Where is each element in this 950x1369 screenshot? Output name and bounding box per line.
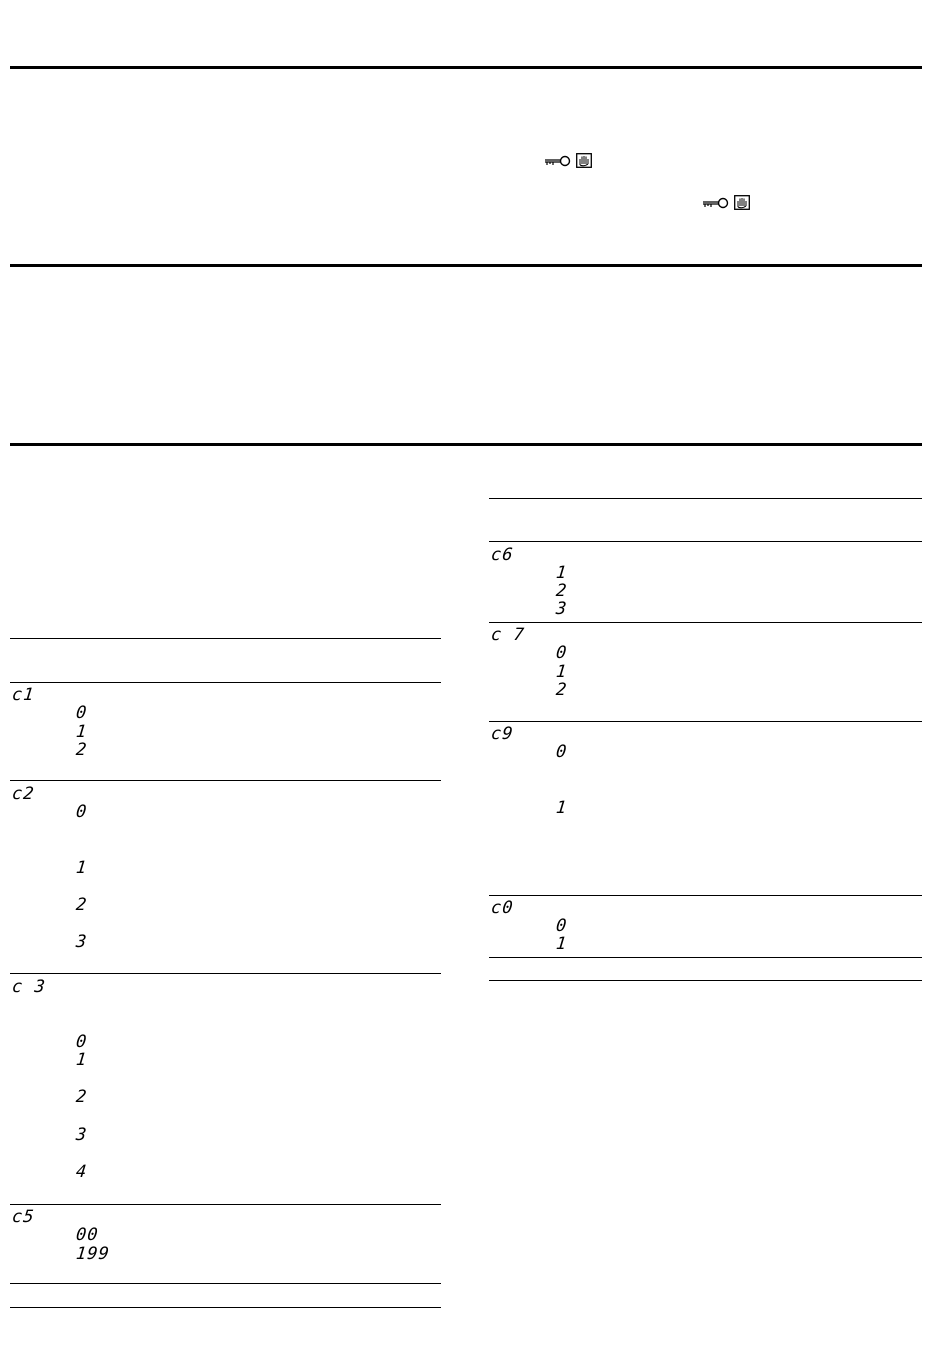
setting-value: 1 (554, 563, 569, 583)
section-rule-lower (10, 443, 922, 446)
group-rule (10, 1283, 441, 1284)
group-rule (489, 895, 922, 896)
setting-code-c5: c5 (10, 1207, 36, 1227)
setting-value: 3 (74, 1125, 89, 1145)
setting-code-c1: c1 (10, 685, 36, 705)
lock-symbol-1 (544, 153, 592, 168)
key-icon (702, 197, 730, 209)
table-header-top-rule (489, 498, 922, 499)
group-rule (489, 721, 922, 722)
setting-value: 4 (74, 1162, 89, 1182)
setting-value: 3 (554, 599, 569, 619)
setting-value: 0 (74, 703, 89, 723)
setting-value: 1 (74, 1050, 89, 1070)
setting-value: 0 (554, 742, 569, 762)
table-header-bottom-rule (10, 682, 441, 683)
section-rule-top (10, 66, 922, 69)
setting-value: 199 (74, 1244, 111, 1264)
setting-value: 0 (554, 916, 569, 936)
setting-value: 3 (74, 932, 89, 952)
setting-value: 0 (554, 643, 569, 663)
setting-value: 1 (554, 662, 569, 682)
setting-value: 0 (74, 802, 89, 822)
hand-on-panel-icon (576, 153, 592, 168)
setting-code-c7: c 7 (489, 625, 526, 645)
setting-code-c0: c0 (489, 898, 515, 918)
setting-value: 1 (74, 722, 89, 742)
table-header-top-rule (10, 638, 441, 639)
setting-value: 0 (74, 1032, 89, 1052)
setting-value: 1 (74, 858, 89, 878)
table-bottom-rule (489, 980, 922, 981)
table-header-bottom-rule (489, 541, 922, 542)
setting-code-c9: c9 (489, 724, 515, 744)
setting-code-c6: c6 (489, 545, 515, 565)
setting-value: 00 (74, 1225, 100, 1245)
section-rule-middle (10, 264, 922, 267)
hand-on-panel-icon (734, 195, 750, 210)
setting-value: 1 (554, 934, 569, 954)
setting-value: 2 (74, 740, 89, 760)
setting-value: 2 (554, 680, 569, 700)
setting-value: 2 (74, 895, 89, 915)
group-rule (10, 780, 441, 781)
setting-value: 2 (74, 1087, 89, 1107)
setting-code-c3: c 3 (10, 977, 47, 997)
lock-symbol-2 (702, 195, 750, 210)
group-rule (10, 1204, 441, 1205)
setting-value: 1 (554, 798, 569, 818)
group-rule (489, 622, 922, 623)
setting-value: 2 (554, 581, 569, 601)
table-bottom-rule (10, 1307, 441, 1308)
key-icon (544, 155, 572, 167)
setting-code-c2: c2 (10, 784, 36, 804)
group-rule (10, 973, 441, 974)
group-rule (489, 957, 922, 958)
